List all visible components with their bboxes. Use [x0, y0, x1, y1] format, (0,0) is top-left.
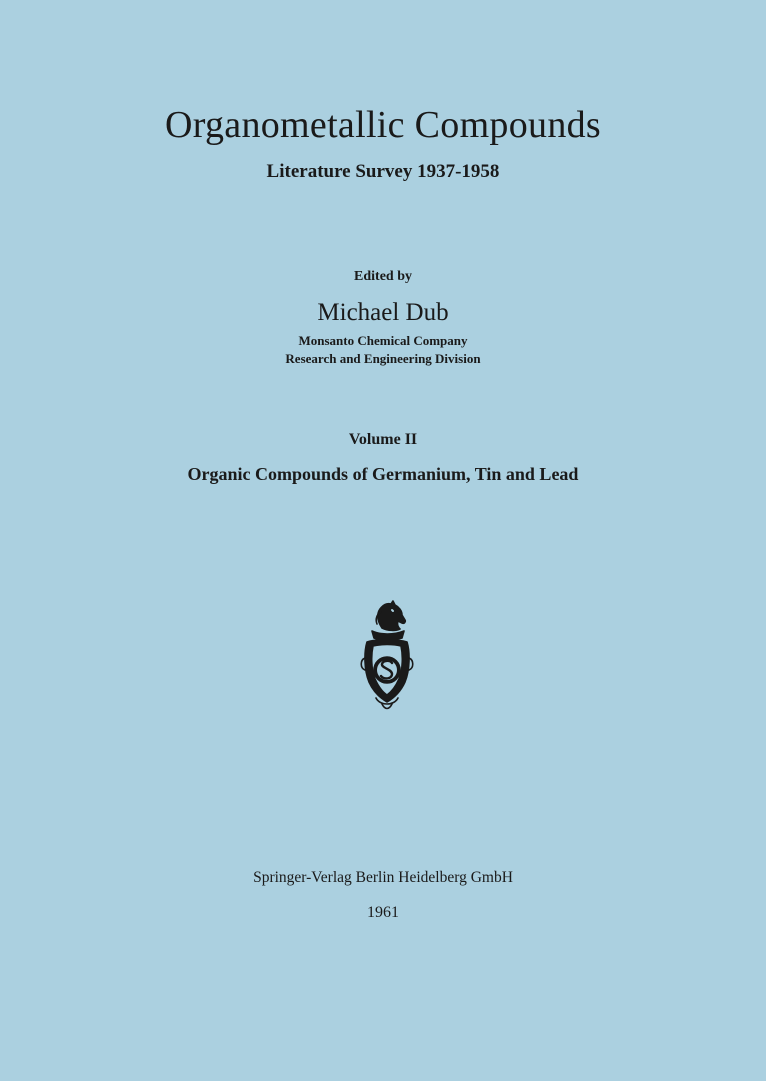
publication-year: 1961 — [367, 904, 399, 921]
springer-knight-logo-icon — [352, 598, 422, 714]
book-title: Organometallic Compounds — [164, 104, 602, 146]
editor-affiliation-division: Research and Engineering Division — [285, 351, 481, 366]
edited-by-label: Edited by — [354, 269, 412, 284]
volume-title: Organic Compounds of Germanium, Tin and Lead — [187, 464, 579, 484]
book-subtitle: Literature Survey 1937-1958 — [266, 161, 500, 182]
editor-name: Michael Dub — [317, 299, 449, 326]
volume-label: Volume II — [348, 431, 418, 448]
editor-affiliation-company: Monsanto Chemical Company — [298, 333, 468, 348]
publisher-name: Springer-Verlag Berlin Heidelberg GmbH — [253, 869, 513, 886]
